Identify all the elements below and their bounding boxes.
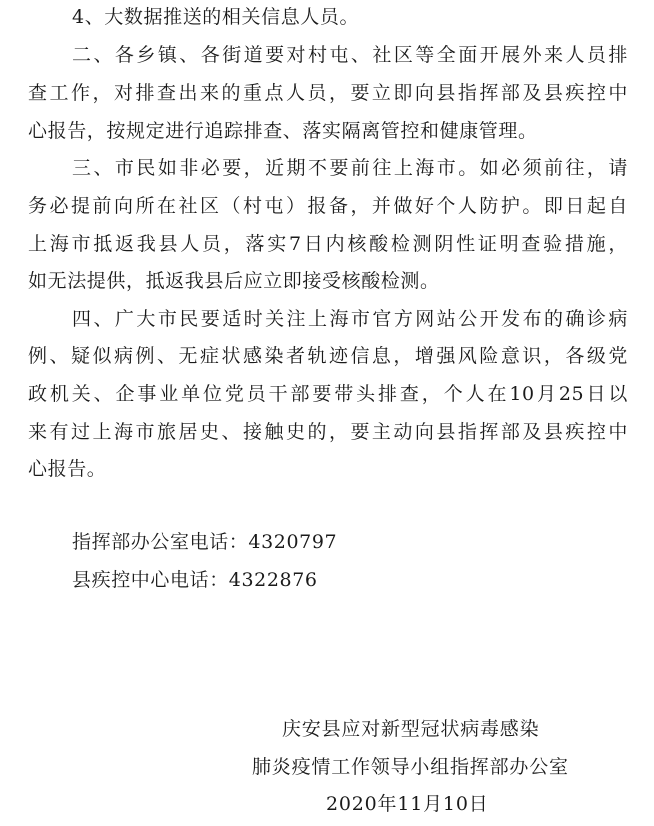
para3-line-3: 上海市抵返我县人员，落实7日内核酸检测阴性证明查验措施， xyxy=(28,233,628,255)
para4-line-3: 政机关、企事业单位党员干部要带头排查，个人在10月25日以 xyxy=(28,383,628,405)
para3-line-2: 务必提前向所在社区（村屯）报备，并做好个人防护。即日起自 xyxy=(28,195,628,217)
para4-line-2: 例、疑似病例、无症状感染者轨迹信息，增强风险意识，各级党 xyxy=(28,345,628,367)
para3-line-1: 三、市民如非必要，近期不要前往上海市。如必须前往，请 xyxy=(72,157,628,179)
para4-line-5: 心报告。 xyxy=(28,458,107,480)
signature-org-line-1: 庆安县应对新型冠状病毒感染 xyxy=(282,718,540,740)
para4-line-4: 来有过上海市旅居史、接触史的，要主动向县指挥部及县疾控中 xyxy=(28,421,628,443)
para2-line-1: 二、各乡镇、各街道要对村屯、社区等全面开展外来人员排 xyxy=(72,44,628,66)
cdc-phone: 县疾控中心电话：4322876 xyxy=(72,569,318,591)
signature-org-line-2: 肺炎疫情工作领导小组指挥部办公室 xyxy=(252,756,569,778)
para2-line-2: 查工作，对排查出来的重点人员，要立即向县指挥部及县疾控中 xyxy=(28,82,628,104)
item-4-line: 4、大数据推送的相关信息人员。 xyxy=(72,6,360,28)
command-office-phone: 指挥部办公室电话：4320797 xyxy=(72,531,338,553)
para3-line-4: 如无法提供，抵返我县后应立即接受核酸检测。 xyxy=(28,270,440,292)
para4-line-1: 四、广大市民要适时关注上海市官方网站公开发布的确诊病 xyxy=(72,308,628,330)
para2-line-3: 心报告，按规定进行追踪排查、落实隔离管控和健康管理。 xyxy=(28,120,538,142)
signature-date: 2020年11月10日 xyxy=(326,793,489,815)
